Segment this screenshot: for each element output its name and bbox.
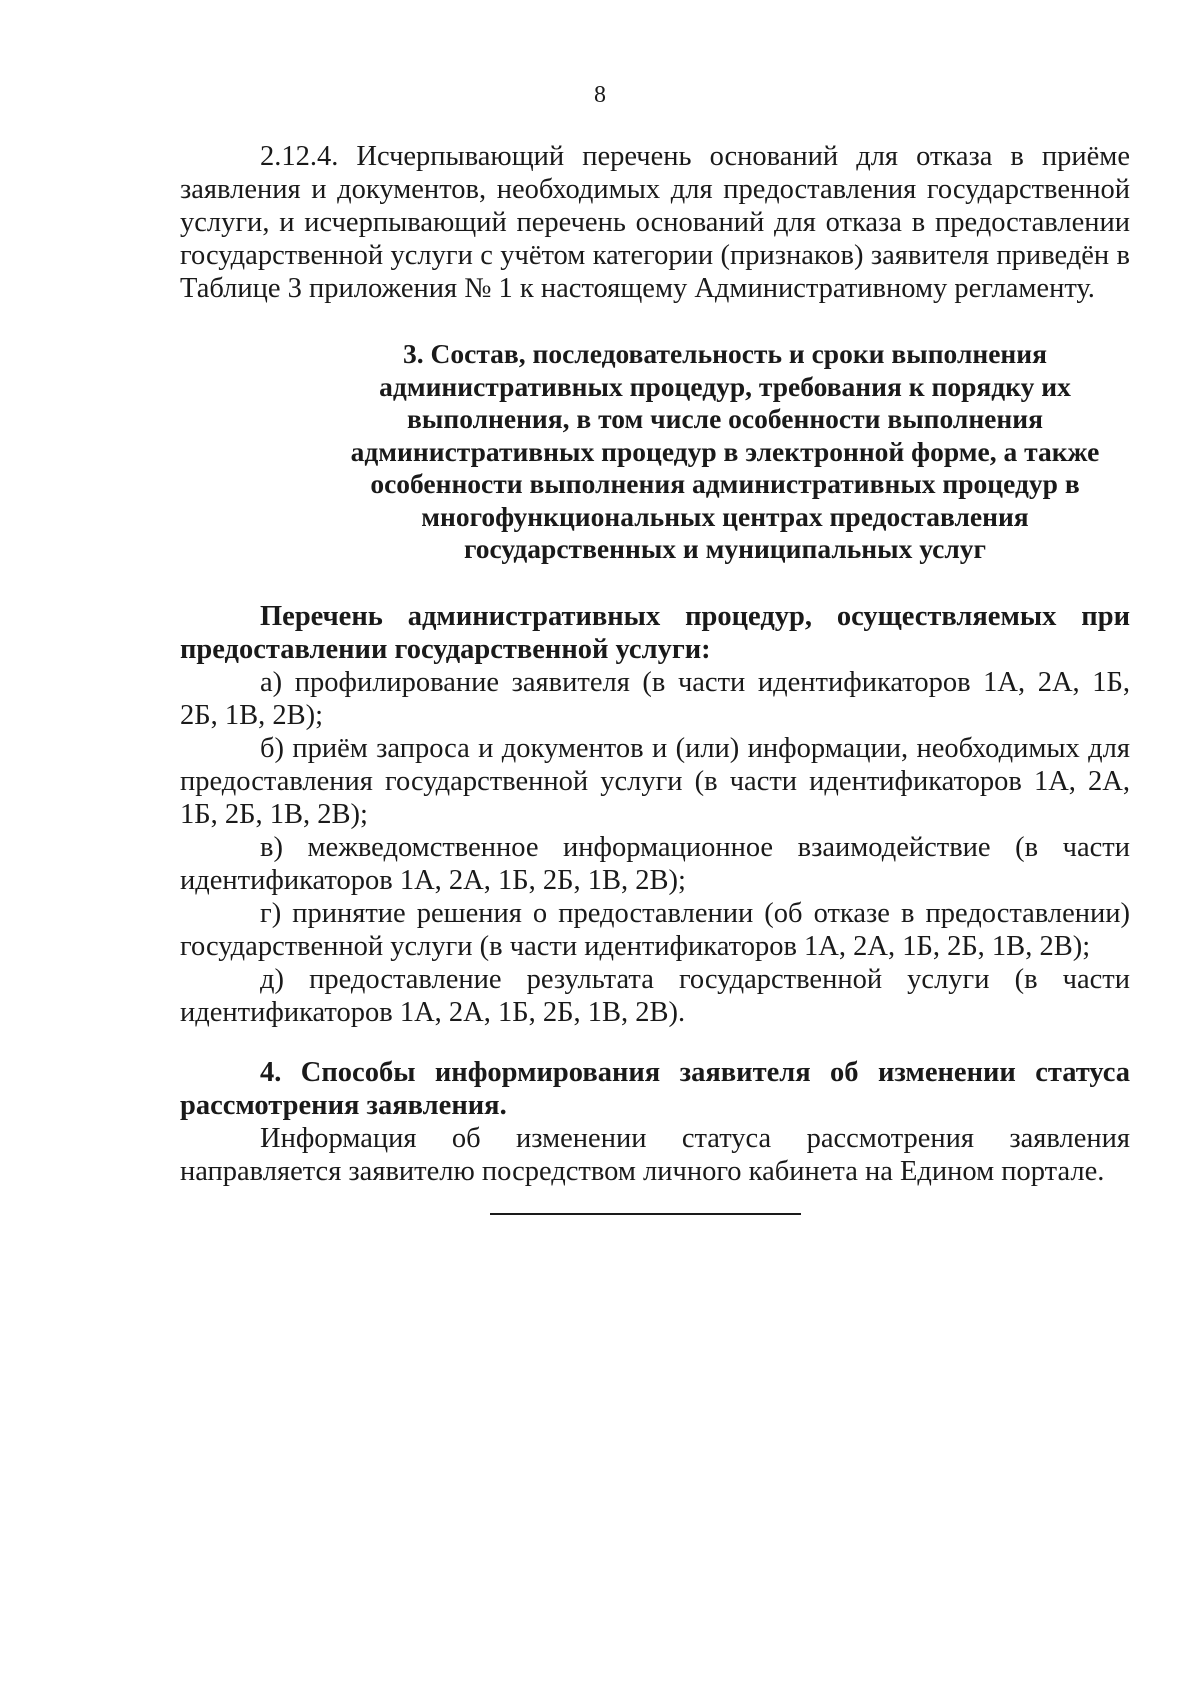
section-3-heading: 3. Состав, последовательность и сроки выполнения административных процедур, требования к порядку их выполнения, в том числе особенности выполнения административных процедур в электронной форме, а также особенности выполнения административных процедур в многофункциональных центрах предоставления государственных и муниципальных услуг xyxy=(350,338,1100,564)
section-4-text: Информация об изменении статуса рассмотрения заявления направляется заявителю посредством личного кабинета на Едином портале. xyxy=(180,1123,1130,1187)
procedures-lead: Перечень административных процедур, осуществляемых при предоставлении государственной услуги: xyxy=(180,601,1130,665)
procedure-item-v: в) межведомственное информационное взаимодействие (в части идентификаторов 1А, 2А, 1Б, 2Б, 1В, 2В); xyxy=(180,832,1130,896)
paragraph-2-12-4: 2.12.4. Исчерпывающий перечень оснований для отказа в приёме заявления и документов, необходимых для предоставления государственной услуги, и исчерпывающий перечень оснований для отказа в предоставлении государственной услуги с учётом категории (признаков) заявителя приведён в Таблице 3 приложения № 1 к настоящему Административному регламенту. xyxy=(180,141,1130,304)
procedure-item-b: б) приём запроса и документов и (или) информации, необходимых для предоставления государственной услуги (в части идентификаторов 1А, 2А, 1Б, 2Б, 1В, 2В); xyxy=(180,733,1130,830)
procedure-item-d: д) предоставление результата государственной услуги (в части идентификаторов 1А, 2А, 1Б, 2Б, 1В, 2В). xyxy=(180,964,1130,1028)
procedure-item-a: а) профилирование заявителя (в части идентификаторов 1А, 2А, 1Б, 2Б, 1В, 2В); xyxy=(180,667,1130,731)
section-4-heading: 4. Способы информирования заявителя об изменении статуса рассмотрения заявления. xyxy=(180,1057,1130,1121)
paragraph-2-12-4-block xyxy=(180,140,1130,305)
procedures-block xyxy=(180,600,1130,1029)
section-4-block xyxy=(180,1056,1130,1188)
page-number: 8 xyxy=(594,82,606,108)
closing-rule-divider xyxy=(490,1213,801,1215)
procedure-item-g: г) принятие решения о предоставлении (об отказе в предоставлении) государственной услуги (в части идентификаторов 1А, 2А, 1Б, 2Б, 1В, 2В); xyxy=(180,898,1130,962)
